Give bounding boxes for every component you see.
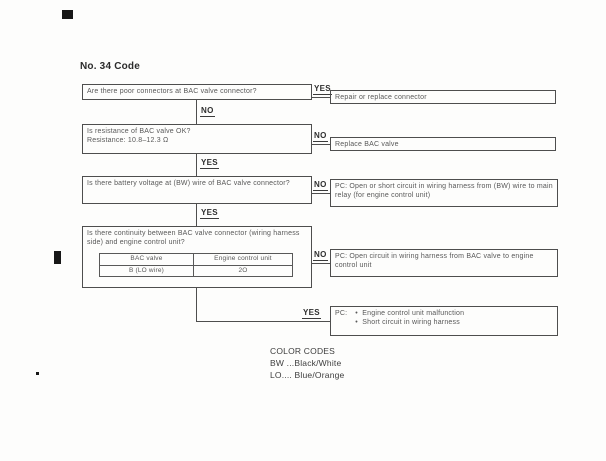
connector-line <box>312 193 330 194</box>
no-label: NO <box>314 131 327 140</box>
scan-artifact <box>62 10 73 19</box>
flow-question-battery-voltage-text: Is there battery voltage at (BW) wire of BAC valve connector? <box>87 180 290 187</box>
continuity-table-cell-terminal: 2O <box>194 265 293 277</box>
yes-label: YES <box>303 308 320 317</box>
scan-artifact <box>36 372 39 375</box>
color-code-bw: BW ...Black/White <box>270 357 342 368</box>
connector-line <box>196 100 197 124</box>
flow-action-ecu-malfunction-item: • Engine control unit malfunction <box>355 309 464 318</box>
connector-line <box>312 144 330 145</box>
flow-question-connectors <box>82 84 312 100</box>
flow-question-resistance-line2: Resistance: 10.8–12.3 Ω <box>87 137 169 145</box>
continuity-table-header-ecu: Engine control unit <box>194 253 293 265</box>
continuity-table-header-bac-valve: BAC valve <box>100 253 194 265</box>
flow-action-ecu-malfunction-prefix: PC: <box>335 310 348 317</box>
no-label: NO <box>314 180 327 189</box>
connector-line <box>196 321 330 322</box>
connector-line <box>196 204 197 226</box>
continuity-table-data-row <box>100 265 293 277</box>
color-code-lo: LO.... Blue/Orange <box>270 369 345 380</box>
scan-artifact <box>54 251 61 264</box>
yes-label: YES <box>201 158 218 167</box>
flow-action-repair-connector-text: Repair or replace connector <box>335 94 427 101</box>
flow-action-open-short-main-relay <box>330 179 558 207</box>
flow-question-resistance <box>82 124 312 154</box>
flow-action-replace-valve-text: Replace BAC valve <box>335 141 399 148</box>
flow-action-open-circuit-ecu-text: PC: Open circuit in wiring harness from BAC valve to engine control unit <box>335 253 534 270</box>
yes-label: YES <box>201 208 218 217</box>
no-label: NO <box>201 106 214 115</box>
flow-action-open-circuit-ecu <box>330 249 558 277</box>
connector-line <box>312 263 330 264</box>
yes-label: YES <box>314 84 331 93</box>
continuity-table-header-row <box>100 253 293 265</box>
flow-question-resistance-line1: Is resistance of BAC valve OK? <box>87 128 191 135</box>
flow-action-replace-valve <box>330 137 556 151</box>
flow-question-connectors-text: Are there poor connectors at BAC valve connector? <box>87 88 257 95</box>
continuity-table-cell-wire: B (LO wire) <box>100 265 194 277</box>
flow-question-continuity-text: Is there continuity between BAC valve connector (wiring harness side) and engine control unit? <box>87 230 300 247</box>
connector-line <box>312 97 330 98</box>
flow-action-ecu-malfunction-item: • Short circuit in wiring harness <box>355 318 464 327</box>
flow-action-ecu-malfunction-list <box>355 309 464 328</box>
flow-question-continuity <box>82 226 312 288</box>
color-codes-legend <box>270 346 344 382</box>
connector-line <box>196 288 197 322</box>
no-label: NO <box>314 250 327 259</box>
continuity-table <box>99 253 293 278</box>
flow-action-ecu-malfunction <box>330 306 558 336</box>
flow-action-open-short-main-relay-text: PC: Open or short circuit in wiring harness from (BW) wire to main relay (for engine control unit) <box>335 183 553 200</box>
page-title: No. 34 Code <box>80 61 140 72</box>
connector-line <box>196 154 197 176</box>
flow-action-repair-connector <box>330 90 556 104</box>
flow-question-battery-voltage <box>82 176 312 204</box>
color-codes-title: COLOR CODES <box>270 346 336 356</box>
